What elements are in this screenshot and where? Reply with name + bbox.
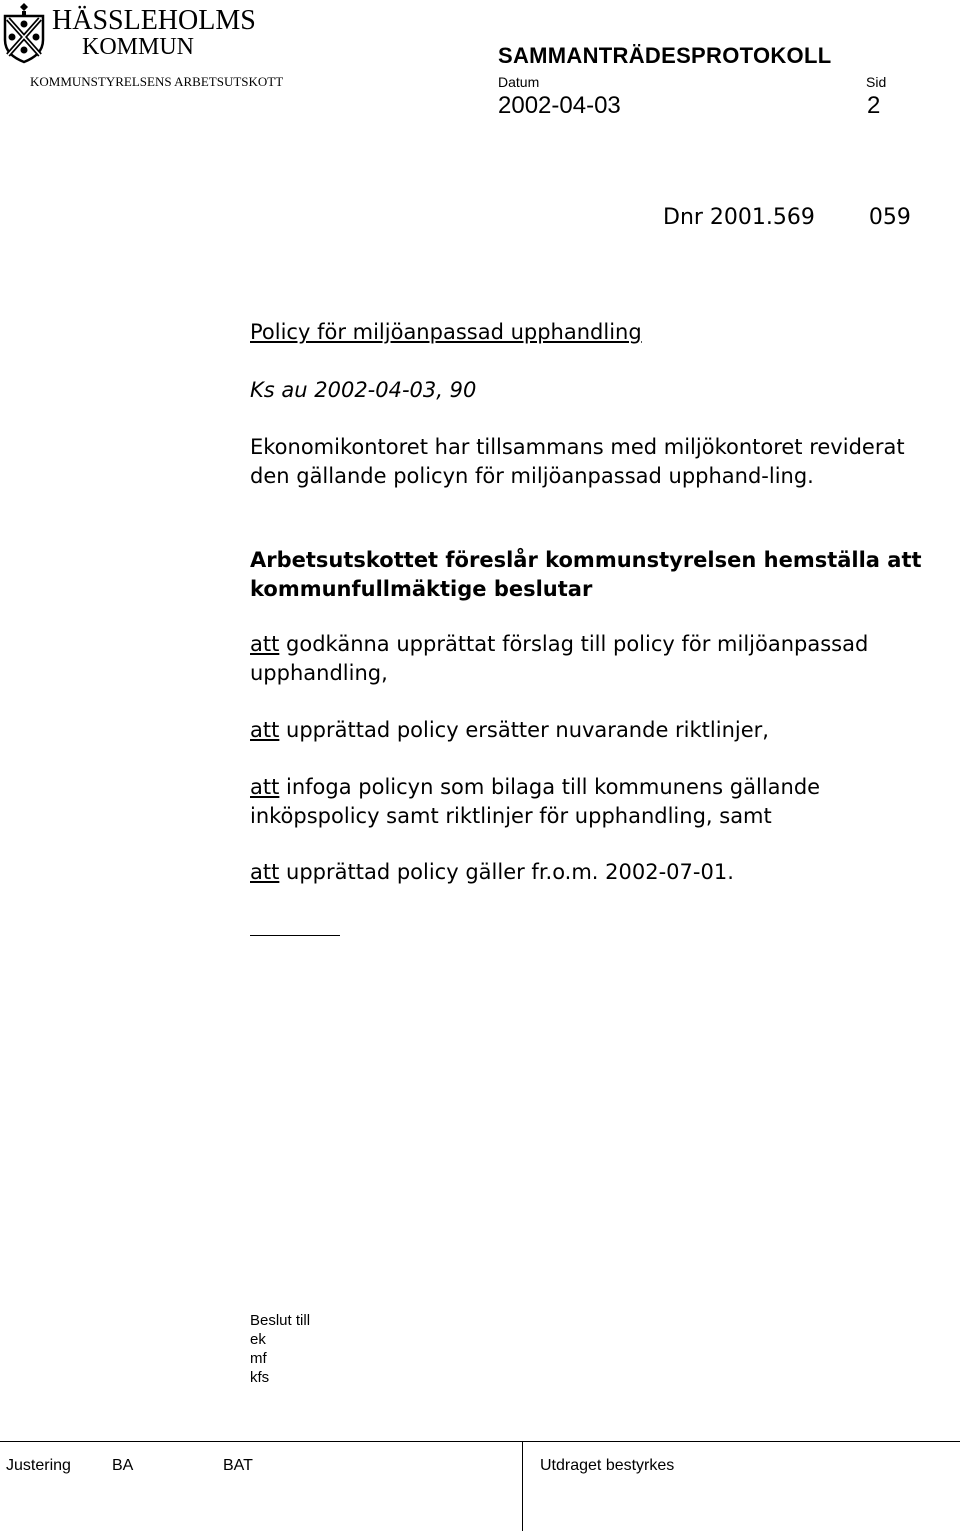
- decision-item-4: [250, 858, 950, 887]
- att-keyword: att: [250, 775, 280, 799]
- att-keyword: att: [250, 632, 280, 656]
- case-reference: Ks au 2002-04-03, 90: [250, 378, 477, 402]
- date-label: Datum: [498, 74, 540, 90]
- case-description: Ekonomikontoret har tillsammans med miljökontoret reviderat den gällande policyn för miljöanpassad upphand-ling.: [250, 435, 905, 488]
- footer-signature-2: BAT: [223, 1457, 253, 1474]
- proposal-heading: Arbetsutskottet föreslår kommunstyrelsen hemställa att kommunfullmäktige beslutar: [250, 548, 922, 601]
- decision-item-3: [250, 773, 950, 830]
- municipality-name-line1: HÄSSLEHOLMS: [52, 5, 256, 36]
- distribution-recipient: ek: [250, 1331, 266, 1348]
- footer-justering-label: Justering: [6, 1457, 71, 1474]
- distribution-list: [250, 1311, 310, 1387]
- decision-item-text: godkänna upprättat förslag till policy för miljöanpassad upphandling,: [250, 632, 869, 685]
- municipality-name-line2: KOMMUN: [82, 34, 195, 60]
- distribution-recipient: kfs: [250, 1369, 270, 1386]
- committee-name: KOMMUNSTYRELSENS ARBETSUTSKOTT: [30, 74, 284, 89]
- footer-signature-1: BA: [112, 1457, 134, 1474]
- distribution-recipient: mf: [250, 1350, 267, 1367]
- page-number: 2: [867, 92, 881, 119]
- distribution-label: Beslut till: [250, 1312, 311, 1329]
- footer-column-separator: [522, 1441, 523, 1531]
- decision-item-text: upprättad policy gäller fr.o.m. 2002-07-01.: [279, 860, 734, 884]
- footer-divider: [0, 1441, 960, 1442]
- att-keyword: att: [250, 718, 280, 742]
- section-end-rule: [250, 935, 340, 936]
- municipal-coat-of-arms-logo: [2, 2, 46, 64]
- decision-item-text: infoga policyn som bilaga till kommunens gällande inköpspolicy samt riktlinjer för upphandling, samt: [250, 775, 821, 828]
- footer-certified-label: Utdraget bestyrkes: [540, 1457, 675, 1474]
- case-title: Policy för miljöanpassad upphandling: [250, 320, 642, 344]
- case-code: 059: [868, 205, 911, 230]
- att-keyword: att: [250, 860, 280, 884]
- case-number: [663, 204, 911, 232]
- decision-item-1: [250, 630, 950, 687]
- decision-item-text: upprättad policy ersätter nuvarande riktlinjer,: [279, 718, 769, 742]
- dnr-text: Dnr 2001.569: [663, 205, 815, 230]
- page-label: Sid: [866, 74, 887, 90]
- date-value: 2002-04-03: [498, 92, 621, 119]
- document-type-title: SAMMANTRÄDESPROTOKOLL: [498, 43, 832, 68]
- decision-item-2: [250, 716, 950, 745]
